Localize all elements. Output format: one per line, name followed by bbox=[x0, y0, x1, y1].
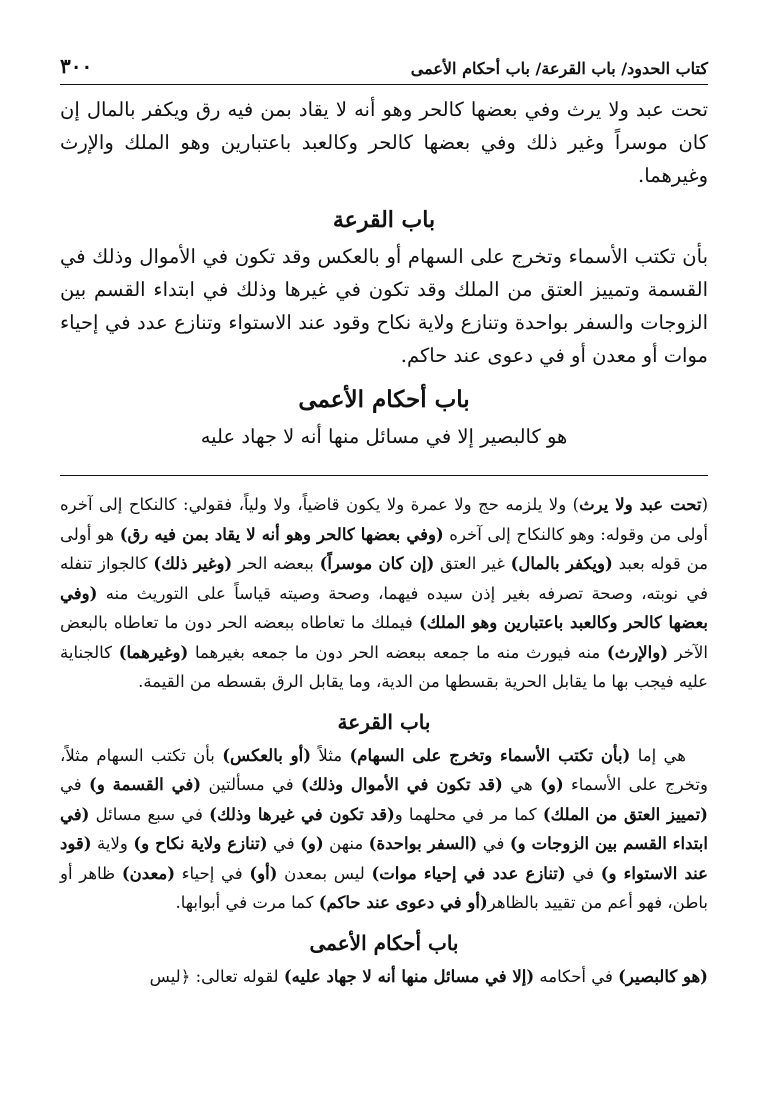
quoted-matn-segment: (قد تكون في الأموال وذلك) bbox=[301, 775, 503, 794]
quoted-matn-segment: (أو بالعكس) bbox=[222, 745, 312, 765]
commentary-segment: في أحكامه bbox=[534, 966, 619, 986]
commentary-segment: في مسألتين bbox=[201, 775, 301, 794]
commentary-segment: غير العتق bbox=[434, 554, 511, 573]
commentary-segment: هو أولى من قوله بعبد bbox=[60, 524, 708, 573]
quoted-matn-segment: (أو في دعوى عند حاكم) bbox=[318, 893, 488, 912]
ama-line: هو كالبصير إلا في مسائل منها أنه لا جهاد عليه bbox=[200, 425, 568, 448]
commentary-segment: في سبع مسائل bbox=[89, 804, 210, 824]
qura-paragraph: بأن تكتب الأسماء وتخرج على السهام أو بالعكس وقد تكون في الأموال وذلك في القسمة وتمييز العتق من الملك وقد تكون في غيرها وذلك في ابتداء القسم بين الزوجات والسفر بواحدة وتنازع ولاية نكاح وقود عند الاستواء وتنازع عدد في إحياء موات أو معدن أو في دعوى عند حاكم. bbox=[60, 245, 708, 367]
running-header bbox=[60, 48, 708, 85]
quoted-matn-segment: (وغيرهما) bbox=[118, 642, 189, 662]
quoted-matn-segment: (إلا في مسائل منها أنه لا جهاد عليه) bbox=[283, 966, 535, 986]
main-text bbox=[60, 93, 708, 453]
commentary-segment: ظاهر أو باطن، فهو أعم من تقييد بالظاهر bbox=[60, 863, 708, 912]
commentary-segment: ولاية bbox=[91, 834, 134, 853]
commentary-segment: ( bbox=[701, 495, 708, 514]
commentary-segment: في bbox=[565, 863, 601, 883]
quoted-matn-segment: (هو كالبصير) bbox=[618, 966, 708, 986]
quoted-matn-segment: (بأن تكتب الأسماء وتخرج على السهام) bbox=[349, 745, 631, 765]
quoted-matn-segment: (وفي بعضها كالحر وهو أنه لا يقاد بمن فيه رق) bbox=[119, 524, 444, 544]
ama-heading: باب أحكام الأعمى bbox=[298, 386, 470, 413]
commentary-paragraph-1 bbox=[60, 490, 708, 697]
quoted-matn-segment: (و) bbox=[300, 834, 324, 853]
commentary-segment: بأن تكتب السهام مثلاً، وتخرج على الأسماء bbox=[60, 745, 708, 794]
commentary-segment: كالجناية عليه فيجب بها ما يقابل الحرية بقسطها من الدية، وما يقابل الرق بقسطه من القيمة. bbox=[60, 642, 708, 691]
quoted-matn-segment: (قود عند الاستواء و) bbox=[60, 834, 708, 883]
commentary-segment: في إحياء bbox=[175, 863, 250, 883]
quoted-matn-segment: (معدن) bbox=[121, 863, 176, 883]
quoted-matn-segment: (تنازع ولاية نكاح و) bbox=[133, 834, 268, 853]
commentary-paragraph-3 bbox=[60, 962, 708, 992]
commentary-segment: منه فيورث منه ما جمعه ببعضه الحر دون ما جمعه بغيرهما bbox=[188, 642, 607, 662]
commentary-segment: ببعضه الحر bbox=[232, 554, 320, 573]
commentary-segment: مثلاً bbox=[311, 745, 350, 765]
quoted-matn-segment: (في ابتداء القسم بين الزوجات و) bbox=[60, 804, 708, 853]
page-number: ٣٠٠ bbox=[60, 54, 93, 78]
quoted-matn-segment: (ويكفر بالمال) bbox=[510, 554, 613, 573]
commentary-segment: ليس بمعدن bbox=[277, 863, 372, 883]
commentary-segment: كما مرت في أبوابها. bbox=[175, 893, 319, 912]
commentary-segment: في bbox=[477, 834, 510, 853]
commentary-segment: لقوله تعالى: ﴿ليس bbox=[149, 966, 284, 986]
commentary-qura-heading: باب القرعة bbox=[337, 709, 431, 734]
commentary-segment: هي إما bbox=[630, 745, 686, 765]
intro-paragraph: تحت عبد ولا يرث وفي بعضها كالحر وهو أنه لا يقاد بمن فيه رق ويكفر بالمال إن كان موسراً وغير ذلك وفي بعضها كالحر وكالعبد باعتبارين وهو الملك والإرث وغيرهما. bbox=[60, 98, 708, 187]
footnote-separator bbox=[60, 475, 708, 476]
commentary-segment: هي bbox=[502, 775, 541, 794]
commentary-segment: منهن bbox=[323, 834, 369, 853]
commentary-paragraph-2 bbox=[60, 741, 708, 918]
quoted-matn-segment: (في القسمة و) bbox=[89, 775, 202, 794]
quoted-matn-segment: (والإرث) bbox=[606, 642, 668, 662]
running-title: كتاب الحدود/ باب القرعة/ باب أحكام الأعمى bbox=[410, 59, 708, 78]
commentary-segment: في bbox=[60, 775, 90, 794]
quoted-matn-segment: (قد تكون في غيرها وذلك) bbox=[209, 804, 395, 824]
commentary-ama-heading: باب أحكام الأعمى bbox=[309, 930, 459, 955]
quoted-matn-segment: (أو) bbox=[249, 863, 278, 883]
commentary-segment: كما مر في محلهما و bbox=[394, 804, 543, 824]
quoted-matn-segment: (تنازع عدد في إحياء موات) bbox=[371, 863, 566, 883]
quoted-matn-segment: (وغير ذلك) bbox=[153, 554, 233, 573]
quoted-matn-segment: تحت عبد ولا يرث bbox=[579, 495, 702, 514]
commentary-segment: ) ولا يلزمه حج ولا عمرة ولا يكون قاضياً، ولا ولياً، فقولي: كالنكاح إلى آخره أولى من وقوله: وهو كالنكاح إلى آخره bbox=[60, 495, 708, 544]
quoted-matn-segment: (إن كان موسراً) bbox=[319, 554, 435, 573]
commentary-segment: كالجواز تنفله في نوبته، وصحة تصرفه بغير إذن سيده فيهما، وصحة وصيته قياساً على التوريث منه bbox=[60, 554, 708, 603]
qura-heading: باب القرعة bbox=[332, 207, 436, 233]
book-page bbox=[60, 48, 708, 991]
commentary-segment: فيملك ما تعاطاه ببعضه الحر دون ما تعاطاه بالبعض الآخر bbox=[60, 613, 708, 662]
commentary bbox=[60, 490, 708, 991]
quoted-matn-segment: (و) bbox=[540, 775, 564, 794]
quoted-matn-segment: (وفي بعضها كالحر وكالعبد باعتبارين وهو الملك) bbox=[60, 583, 708, 632]
quoted-matn-segment: (تمييز العتق من الملك) bbox=[542, 804, 708, 824]
quoted-matn-segment: (السفر بواحدة) bbox=[368, 834, 478, 853]
commentary-segment: في bbox=[267, 834, 301, 853]
